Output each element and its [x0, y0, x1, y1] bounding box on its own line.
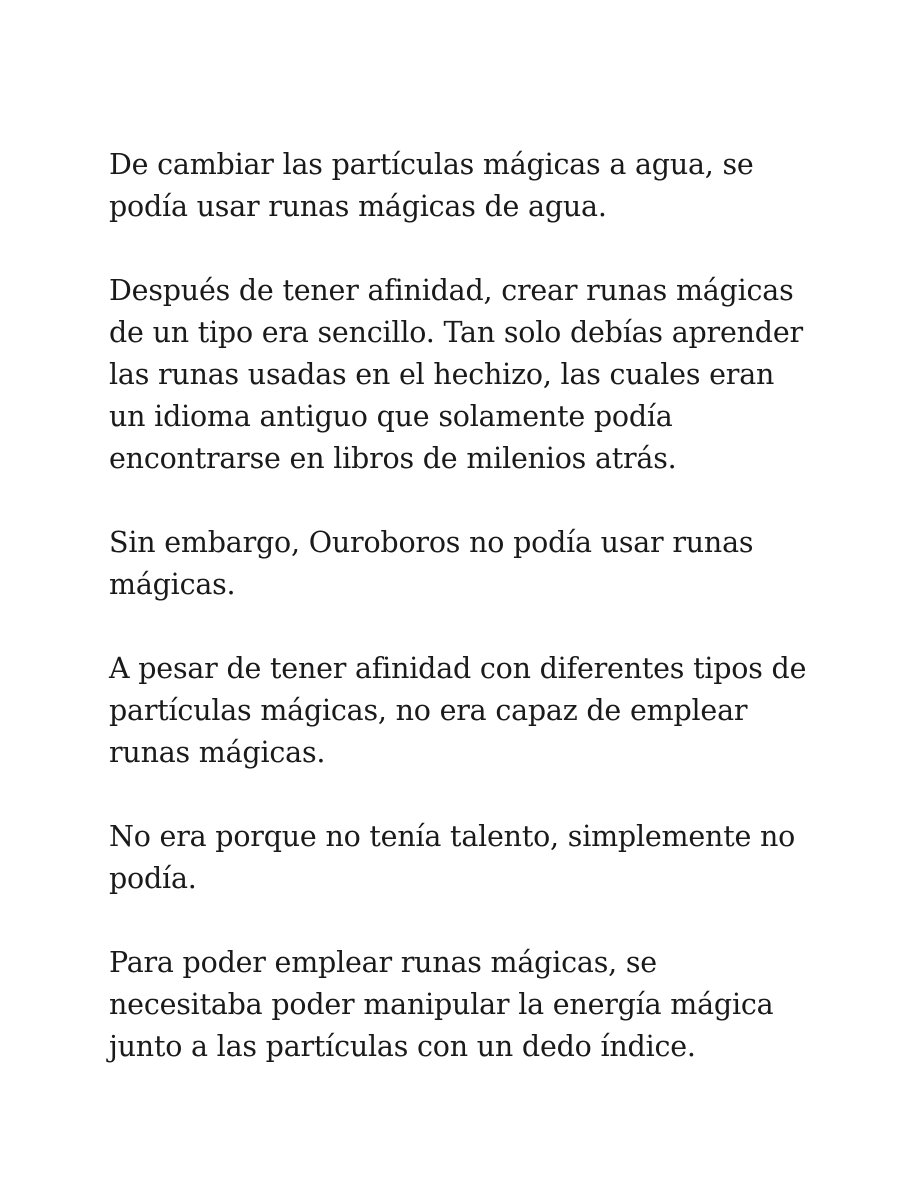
story-text [109, 144, 807, 1068]
text-line: Después de tener afinidad, crear runas mágicas [109, 274, 794, 307]
text-line: encontrarse en libros de milenios atrás. [109, 442, 677, 475]
text-line: junto a las partículas con un dedo índice. [109, 1030, 696, 1063]
text-line: de un tipo era sencillo. Tan solo debías aprender [109, 316, 803, 349]
text-line: partículas mágicas, no era capaz de emplear [109, 694, 748, 727]
text-line: necesitaba poder manipular la energía mágica [109, 988, 774, 1021]
text-line: un idioma antiguo que solamente podía [109, 400, 673, 433]
text-line: las runas usadas en el hechizo, las cuales eran [109, 358, 775, 391]
paragraph [109, 270, 803, 480]
text-line: podía usar runas mágicas de agua. [109, 190, 607, 223]
text-line: runas mágicas. [109, 736, 326, 769]
text-line: Para poder emplear runas mágicas, se [109, 946, 657, 979]
paragraph [109, 816, 799, 900]
text-line: De cambiar las partículas mágicas a agua, se [109, 148, 754, 181]
text-line: mágicas. [109, 568, 236, 601]
paragraph [109, 648, 807, 774]
text-line: podía. [109, 862, 197, 895]
text-line: Sin embargo, Ouroboros no podía usar runas [109, 526, 754, 559]
text-line: A pesar de tener afinidad con diferentes tipos de [109, 652, 807, 685]
text-line: No era porque no tenía talento, simplemente no [109, 820, 796, 853]
paragraph [109, 144, 799, 228]
paragraph [109, 522, 799, 606]
paragraph [109, 942, 799, 1068]
